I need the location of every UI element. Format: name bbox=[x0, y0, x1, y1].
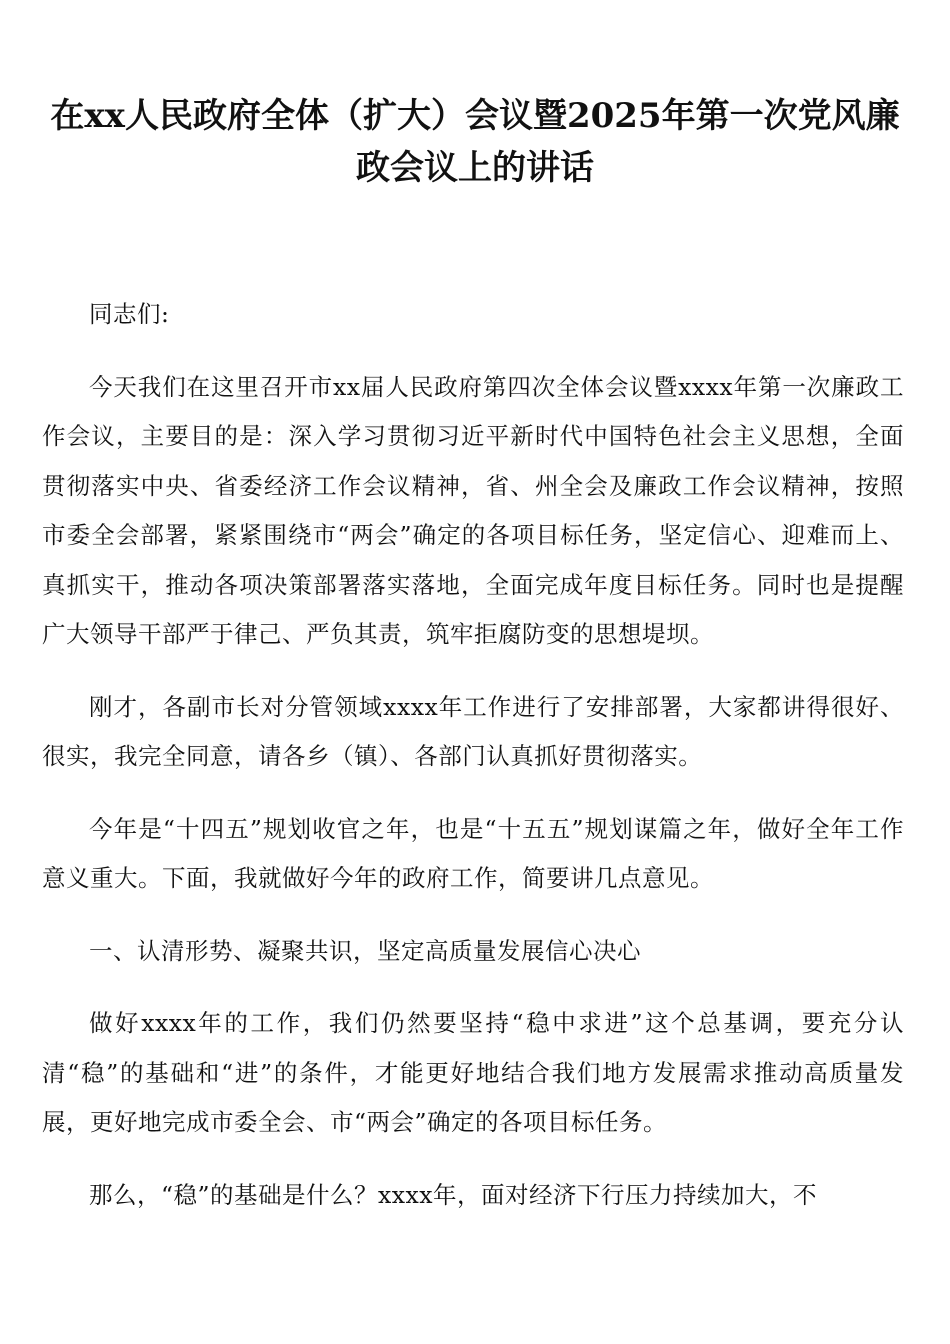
paragraph-stability: 做好xxxx年的工作，我们仍然要坚持“稳中求进”这个总基调，要充分认清“稳”的基础和“进”的条件，才能更好地结合我们地方发展需求推动高质量发展，更好地完成市委全会、市“两会”确定的各项目标任务。 bbox=[42, 1009, 904, 1136]
document-title: 在xx人民政府全体（扩大）会议暨2025年第一次党风廉政会议上的讲话 bbox=[50, 96, 900, 188]
salutation: 同志们: bbox=[89, 300, 170, 328]
section-heading-1: 一、认清形势、凝聚共识，坚定高质量发展信心决心 bbox=[89, 936, 641, 965]
paragraph-foundation: 那么，“稳”的基础是什么？xxxx年，面对经济下行压力持续加大，不 bbox=[89, 1180, 818, 1209]
paragraph-year-significance: 今年是“十四五”规划收官之年，也是“十五五”规划谋篇之年，做好全年工作意义重大。下面，我就做好今年的政府工作，简要讲几点意见。 bbox=[42, 814, 904, 892]
paragraph-intro: 今天我们在这里召开市xx届人民政府第四次全体会议暨xxxx年第一次廉政工作会议，主要目的是：深入学习贯彻习近平新时代中国特色社会主义思想，全面贯彻落实中央、省委经济工作会议精神，省、州全会及廉政工作会议精神，按照市委全会部署，紧紧围绕市“两会”确定的各项目标任务，坚定信心、迎难而上、真抓实干，推动各项决策部署落实落地，全面完成年度目标任务。同时也是提醒广大领导干部严于律己、严负其责，筑牢拒腐防变的思想堤坝。 bbox=[42, 372, 904, 648]
document-body bbox=[42, 290, 904, 1220]
paragraph-deputies: 刚才，各副市长对分管领域xxxx年工作进行了安排部署，大家都讲得很好、很实，我完全同意，请各乡（镇）、各部门认真抓好贯彻落实。 bbox=[42, 692, 904, 770]
